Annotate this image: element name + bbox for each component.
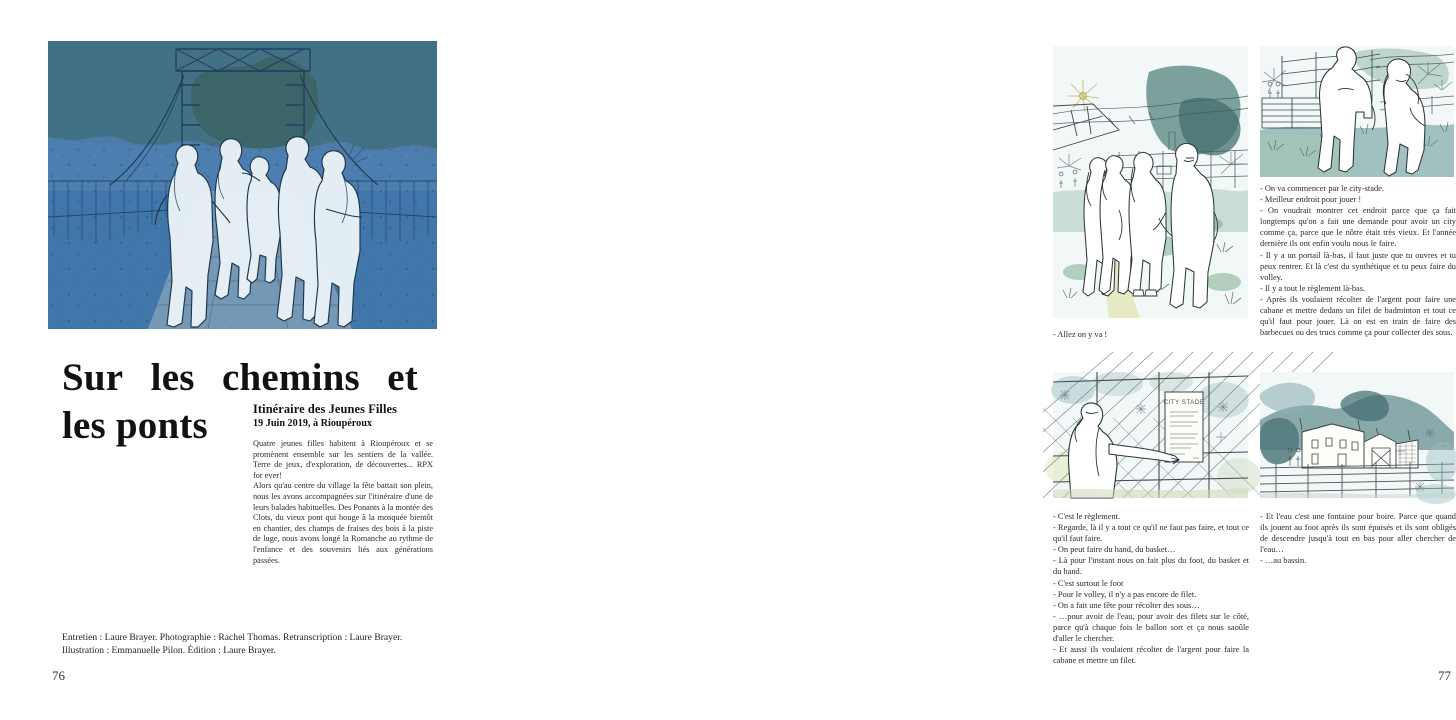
credits-line: Entretien : Laure Brayer. Photographie : Rachel Thomas. Retranscription : Laure Brayer. bbox=[62, 632, 403, 643]
title-word: chemins bbox=[221, 356, 360, 399]
caption-line: - Là pour l'instant nous on fait plus du foot, du basket et du hand. bbox=[1053, 556, 1249, 577]
caption-line: - …pour avoir de l'eau, pour avoir des filets sur le côté, parce qu'à chaque fois le ballon sort et ça nous saoûle d'aller le chercher. bbox=[1053, 611, 1249, 644]
caption-line: - On a fait une fête pour récolter des sous… bbox=[1053, 600, 1200, 610]
caption-panel-bottom-left bbox=[1053, 511, 1249, 666]
caption-line: - On voudrait montrer cet endroit parce que ça fait longtemps qu'on a fait une demande pour avoir un city comme ça, parce que le nôtre était très vieux. Et l'année dernière ils ont enfin voulu nous le faire. bbox=[1260, 206, 1456, 249]
panel-village-houses-below-mountain-ridge bbox=[1260, 372, 1454, 498]
caption-line: - Pour le volley, il n'y a pas encore de filet. bbox=[1053, 589, 1197, 599]
hero-illustration-four-girls-on-suspension-bridge bbox=[48, 41, 437, 329]
title-word: Sur bbox=[62, 356, 124, 399]
caption-line: - Il y a un portail là-bas, il faut juste que tu ouvres et tu peux rentrer. Et là c'est du synthétique et tu peux faire du volley. bbox=[1260, 250, 1456, 282]
credits-line: Illustration : Emmanuelle Pilon. Édition : Laure Brayer. bbox=[62, 644, 276, 656]
right-page bbox=[501, 0, 1456, 720]
article-subheading: 19 Juin 2019, à Rioupéroux bbox=[253, 418, 372, 429]
title-word: et bbox=[387, 356, 418, 399]
panel-group-standing-by-riverbank-with-mountain bbox=[1053, 46, 1248, 318]
panel-two-figures-near-city-stade-fence bbox=[1260, 46, 1454, 177]
caption-line: - On peut faire du hand, du basket… bbox=[1053, 545, 1176, 555]
folio-right: 77 bbox=[1438, 668, 1451, 683]
article-heading: Itinéraire des Jeunes Filles bbox=[253, 402, 398, 416]
article-paragraph: Alors qu'au centre du village la fête battait son plein, nous les avons accompagnées sur l'itinéraire d'une de leurs balades habituelles. Des Ponants à la montée des Clots, du vieux pont qui bouge à la mosquée bientôt en chantier, des champs de fraises des bois à la piste de luge, nous avons longé la Romanche au rythme de l'enfance et des souvenirs liés aux générations passées. bbox=[253, 481, 433, 565]
article-body bbox=[253, 439, 433, 566]
caption-line: - Il y a tout le règlement là-bas. bbox=[1260, 283, 1366, 293]
caption-line: - Et l'eau c'est une fontaine pour boire. Parce que quand ils jouent au foot après ils sont épuisés et ils sont obligés de descendre jusqu'à tout en bas pour aller chercher de l'eau… bbox=[1260, 512, 1456, 555]
caption-line: - Après ils voulaient récolter de l'argent pour faire une cabane et mettre dedans un filet de badminton et tout ce qu'il faut pour jouer. Là on est en train de faire des barbecues ou des trucs comme ça pour collecter des sous. bbox=[1260, 294, 1456, 338]
caption-line: - On va commencer par le city-stade. bbox=[1260, 184, 1384, 193]
title-word: les bbox=[150, 356, 195, 399]
caption-line: - Et aussi ils voulaient récolter de l'argent pour faire la cabane et mettre un filet. bbox=[1053, 645, 1249, 666]
svg-text:CITY STADE: CITY STADE bbox=[1163, 399, 1205, 406]
article-paragraph: Quatre jeunes filles habitent à Rioupéroux et se promènent ensemble sur les sentiers de la vallée. Terre de jeux, d'exploration, de découvertes... RPX for ever! bbox=[253, 439, 433, 480]
caption-line: - …au bassin. bbox=[1260, 556, 1307, 566]
panel-girl-pointing-at-city-stade-rules-sign bbox=[1053, 372, 1248, 498]
caption-line: - Meilleur endroit pour jouer ! bbox=[1260, 195, 1362, 205]
caption-panel-bottom-right bbox=[1260, 511, 1456, 566]
folio-left: 76 bbox=[52, 668, 65, 683]
caption-panel-top-right bbox=[1260, 183, 1456, 338]
title-line-2: les ponts bbox=[62, 404, 208, 447]
caption-line: - C'est surtout le foot bbox=[1053, 578, 1124, 588]
title-line-1 bbox=[62, 356, 418, 400]
credits-block bbox=[62, 632, 482, 657]
caption-line: - C'est le règlement. bbox=[1053, 512, 1121, 521]
caption-line: - Regarde, là il y a tout ce qu'il ne faut pas faire, et tout ce qu'il faut faire. bbox=[1053, 523, 1249, 544]
article-column bbox=[253, 402, 433, 566]
left-page bbox=[0, 0, 501, 720]
caption-panel-top-left bbox=[1053, 329, 1249, 340]
caption-line: - Allez on y va ! bbox=[1053, 330, 1108, 339]
